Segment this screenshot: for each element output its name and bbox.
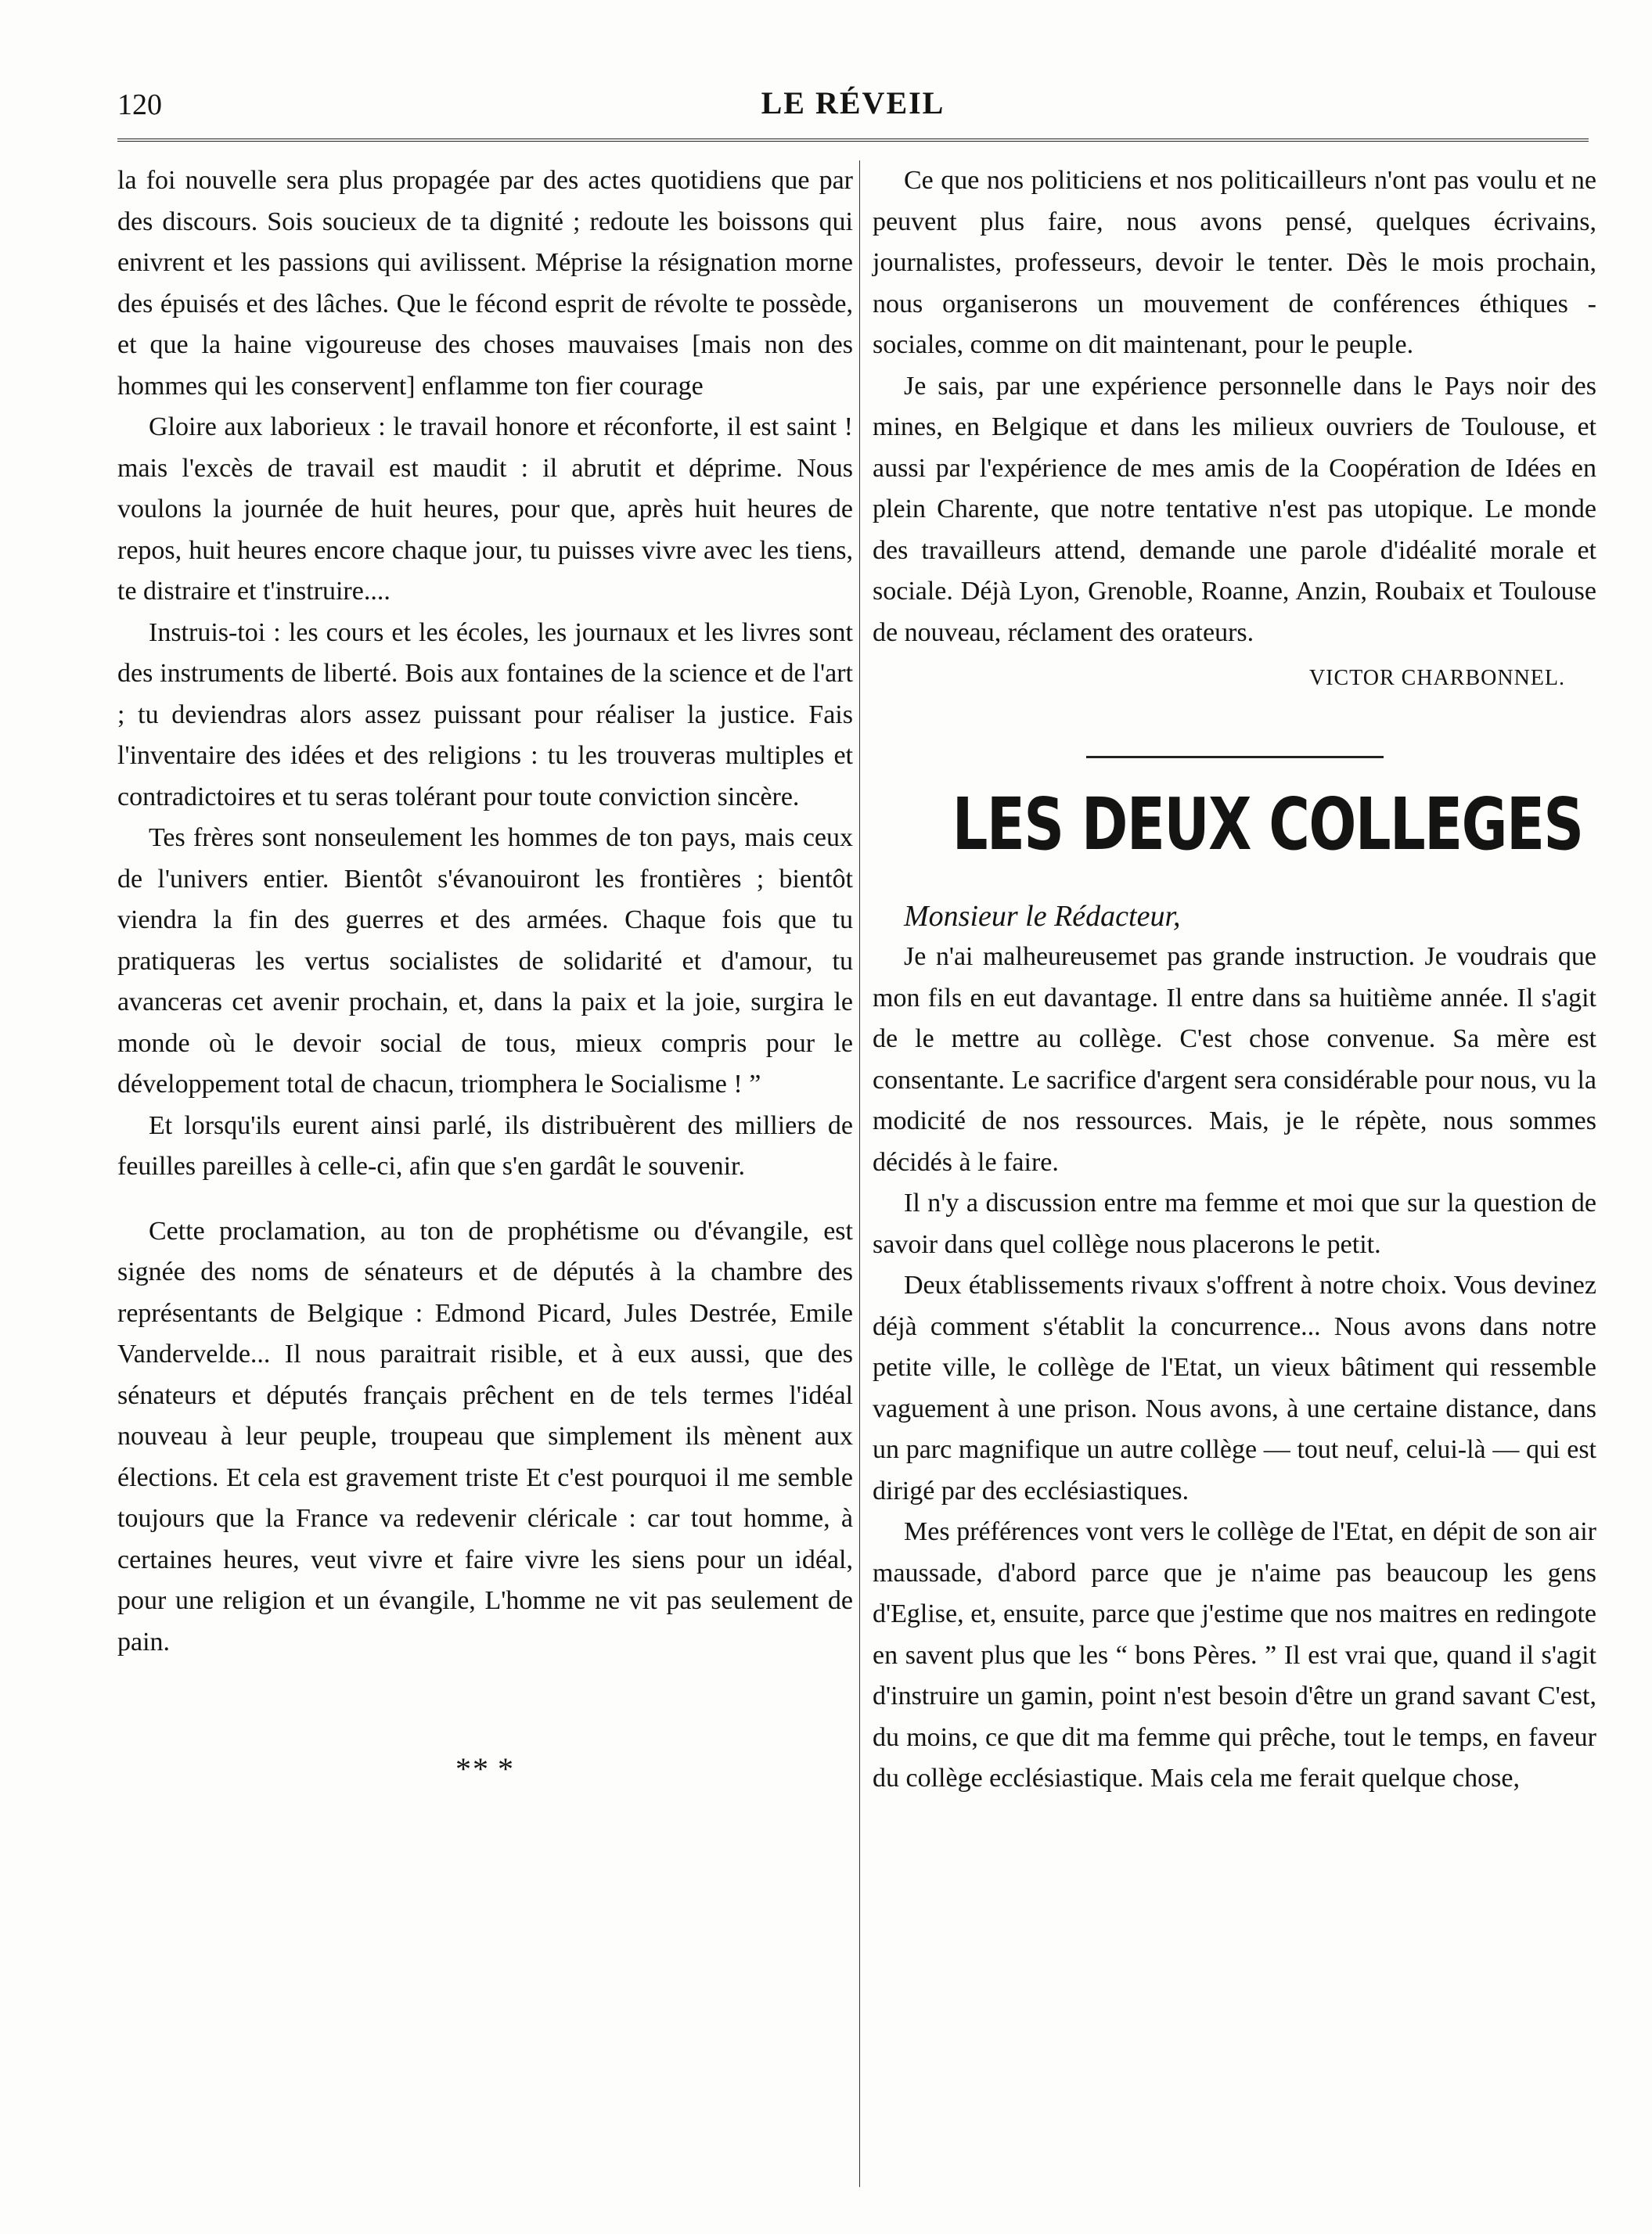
left-paragraph-4: Tes frères sont nonseulement les hommes de ton pays, mais ceux de l'univers entier. Bientôt s'évanouiront les frontières ; bientôt viendra la fin des guerres et des armées. Chaque fois que tu pratiqueras les vertus socialistes de solidarité et d'amour, tu avanceras cet avenir prochain, et, dans la paix et la joie, surgira le monde où le devoir social de tous, mieux compris pour le développement total de chacun, triomphera le Socialisme ! ” — [117, 823, 853, 1099]
column-divider — [859, 160, 860, 2187]
section-rule — [1086, 756, 1384, 758]
section-title: LES DEUX COLLEGES — [952, 782, 1583, 866]
right-paragraph-3: Je n'ai malheureusemet pas grande instruction. Je voudrais que mon fils en eut davantage. Il entre dans sa huitième année. Il s'agit de le mettre au collège. C'est chose convenue. Sa mère est consentante. Le sacrifice d'argent sera considérable pour nous, vu la modicité de nos ressources. Mais, je le répète, nous sommes décidés à le faire. — [873, 942, 1596, 1177]
left-paragraph-1: la foi nouvelle sera plus propagée par des actes quotidiens que par des discours. Sois soucieux de ta dignité ; redoute les boissons qui enivrent et les passions qui avilissent. Méprise la résignation morne des épuisés et des lâches. Que le fécond esprit de révolte te possède, et que la haine vigoureuse des choses mauvaises [mais non des hommes qui les conservent] enflamme ton fier courage — [117, 166, 853, 401]
right-paragraph-5: Deux établissements rivaux s'offrent à notre choix. Vous devinez déjà comment s'établit la concurrence... Nous avons dans notre petite ville, le collège de l'Etat, un vieux bâtiment qui ressemble vaguement à une prison. Nous avons, à une certaine distance, dans un parc magnifique un autre collège — tout neuf, celui-là — qui est dirigé par des ecclésiastiques. — [873, 1271, 1596, 1506]
left-paragraph-5: Et lorsqu'ils eurent ainsi parlé, ils distribuèrent des milliers de feuilles pareilles à celle-ci, afin que s'en gardât le souvenir. — [117, 1110, 853, 1181]
paragraph-gap — [117, 1188, 853, 1211]
page-number: 120 — [117, 88, 162, 121]
right-paragraph-6: Mes préférences vont vers le collège de l'Etat, en dépit de son air maussade, d'abord parce que je n'aime pas beaucoup les gens d'Eglise, et, ensuite, parce que j'estime que nos maitres en redingote en savent plus que les “ bons Pères. ” Il est vrai que, quand il s'agit d'instruire un gamin, point n'est besoin d'être un grand savant C'est, du moins, ce que dit ma femme qui prêche, tout le temps, en faveur du collège ecclésiastique. Mais cela me ferait quelque chose, — [873, 1517, 1596, 1793]
left-column — [117, 160, 853, 1790]
right-paragraph-2: Je sais, par une expérience personnelle dans le Pays noir des mines, en Belgique et dans les milieux ouvriers de Toulouse, et aussi par l'expérience de mes amis de la Coopération de Idées en plein Charente, que notre tentative n'est pas utopique. Le monde des travailleurs attend, demande une parole d'idéalité morale et sociale. Déjà Lyon, Grenoble, Roanne, Anzin, Roubaix et Toulouse de nouveau, réclament des orateurs. — [873, 371, 1596, 647]
left-paragraph-2: Gloire aux laborieux : le travail honore et réconforte, il est saint ! mais l'excès de travail est maudit : il abrutit et déprime. Nous voulons la journée de huit heures, pour que, après huit heures de repos, huit heures encore chaque jour, tu puisses vivre avec les tiens, te distraire et t'instruire.... — [117, 412, 853, 606]
right-paragraph-1: Ce que nos politiciens et nos politicailleurs n'ont pas voulu et ne peuvent plus faire, nous avons pensé, quelques écrivains, journalistes, professeurs, devoir le tenter. Dès le mois prochain, nous organiserons un mouvement de conférences éthiques - sociales, comme on dit maintenant, pour le peuple. — [873, 166, 1596, 359]
author-signature: VICTOR CHARBONNEL. — [1308, 666, 1565, 690]
left-paragraph-6: Cette proclamation, au ton de prophétisme ou d'évangile, est signée des noms de sénateurs et de députés à la chambre des représentants de Belgique : Edmond Picard, Jules Destrée, Emile Vandervelde... Il nous paraitrait risible, et à eux aussi, que des sénateurs et députés français prêchent en de tels termes l'idéal nouveau à leur peuple, troupeau que simplement ils mènent aux élections. Et cela est gravement triste Et c'est pourquoi il me semble toujours que la France va redevenir cléricale : car tout homme, à certaines heures, veut vivre et faire vivre les siens pour un idéal, pour une religion et un évangile, L'homme ne vit pas seulement de pain. — [117, 1216, 853, 1657]
running-title: LE RÉVEIL — [761, 85, 945, 121]
right-paragraph-4: Il n'y a discussion entre ma femme et moi que sur la question de savoir dans quel collège nous placerons le petit. — [873, 1189, 1596, 1259]
right-column — [873, 160, 1596, 1800]
page-header — [117, 78, 1589, 133]
header-rule — [117, 139, 1589, 142]
letter-salutation: Monsieur le Rédacteur, — [904, 899, 1181, 933]
asterism-divider: ** * — [455, 1751, 515, 1786]
left-paragraph-3: Instruis-toi : les cours et les écoles, les journaux et les livres sont des instruments de liberté. Bois aux fontaines de la science et de l'art ; tu deviendras alors assez puissant pour réaliser la justice. Fais l'inventaire des idées et des religions : tu les trouveras multiples et contradictoires et tu seras tolérant pour toute conviction sincère. — [117, 617, 853, 811]
